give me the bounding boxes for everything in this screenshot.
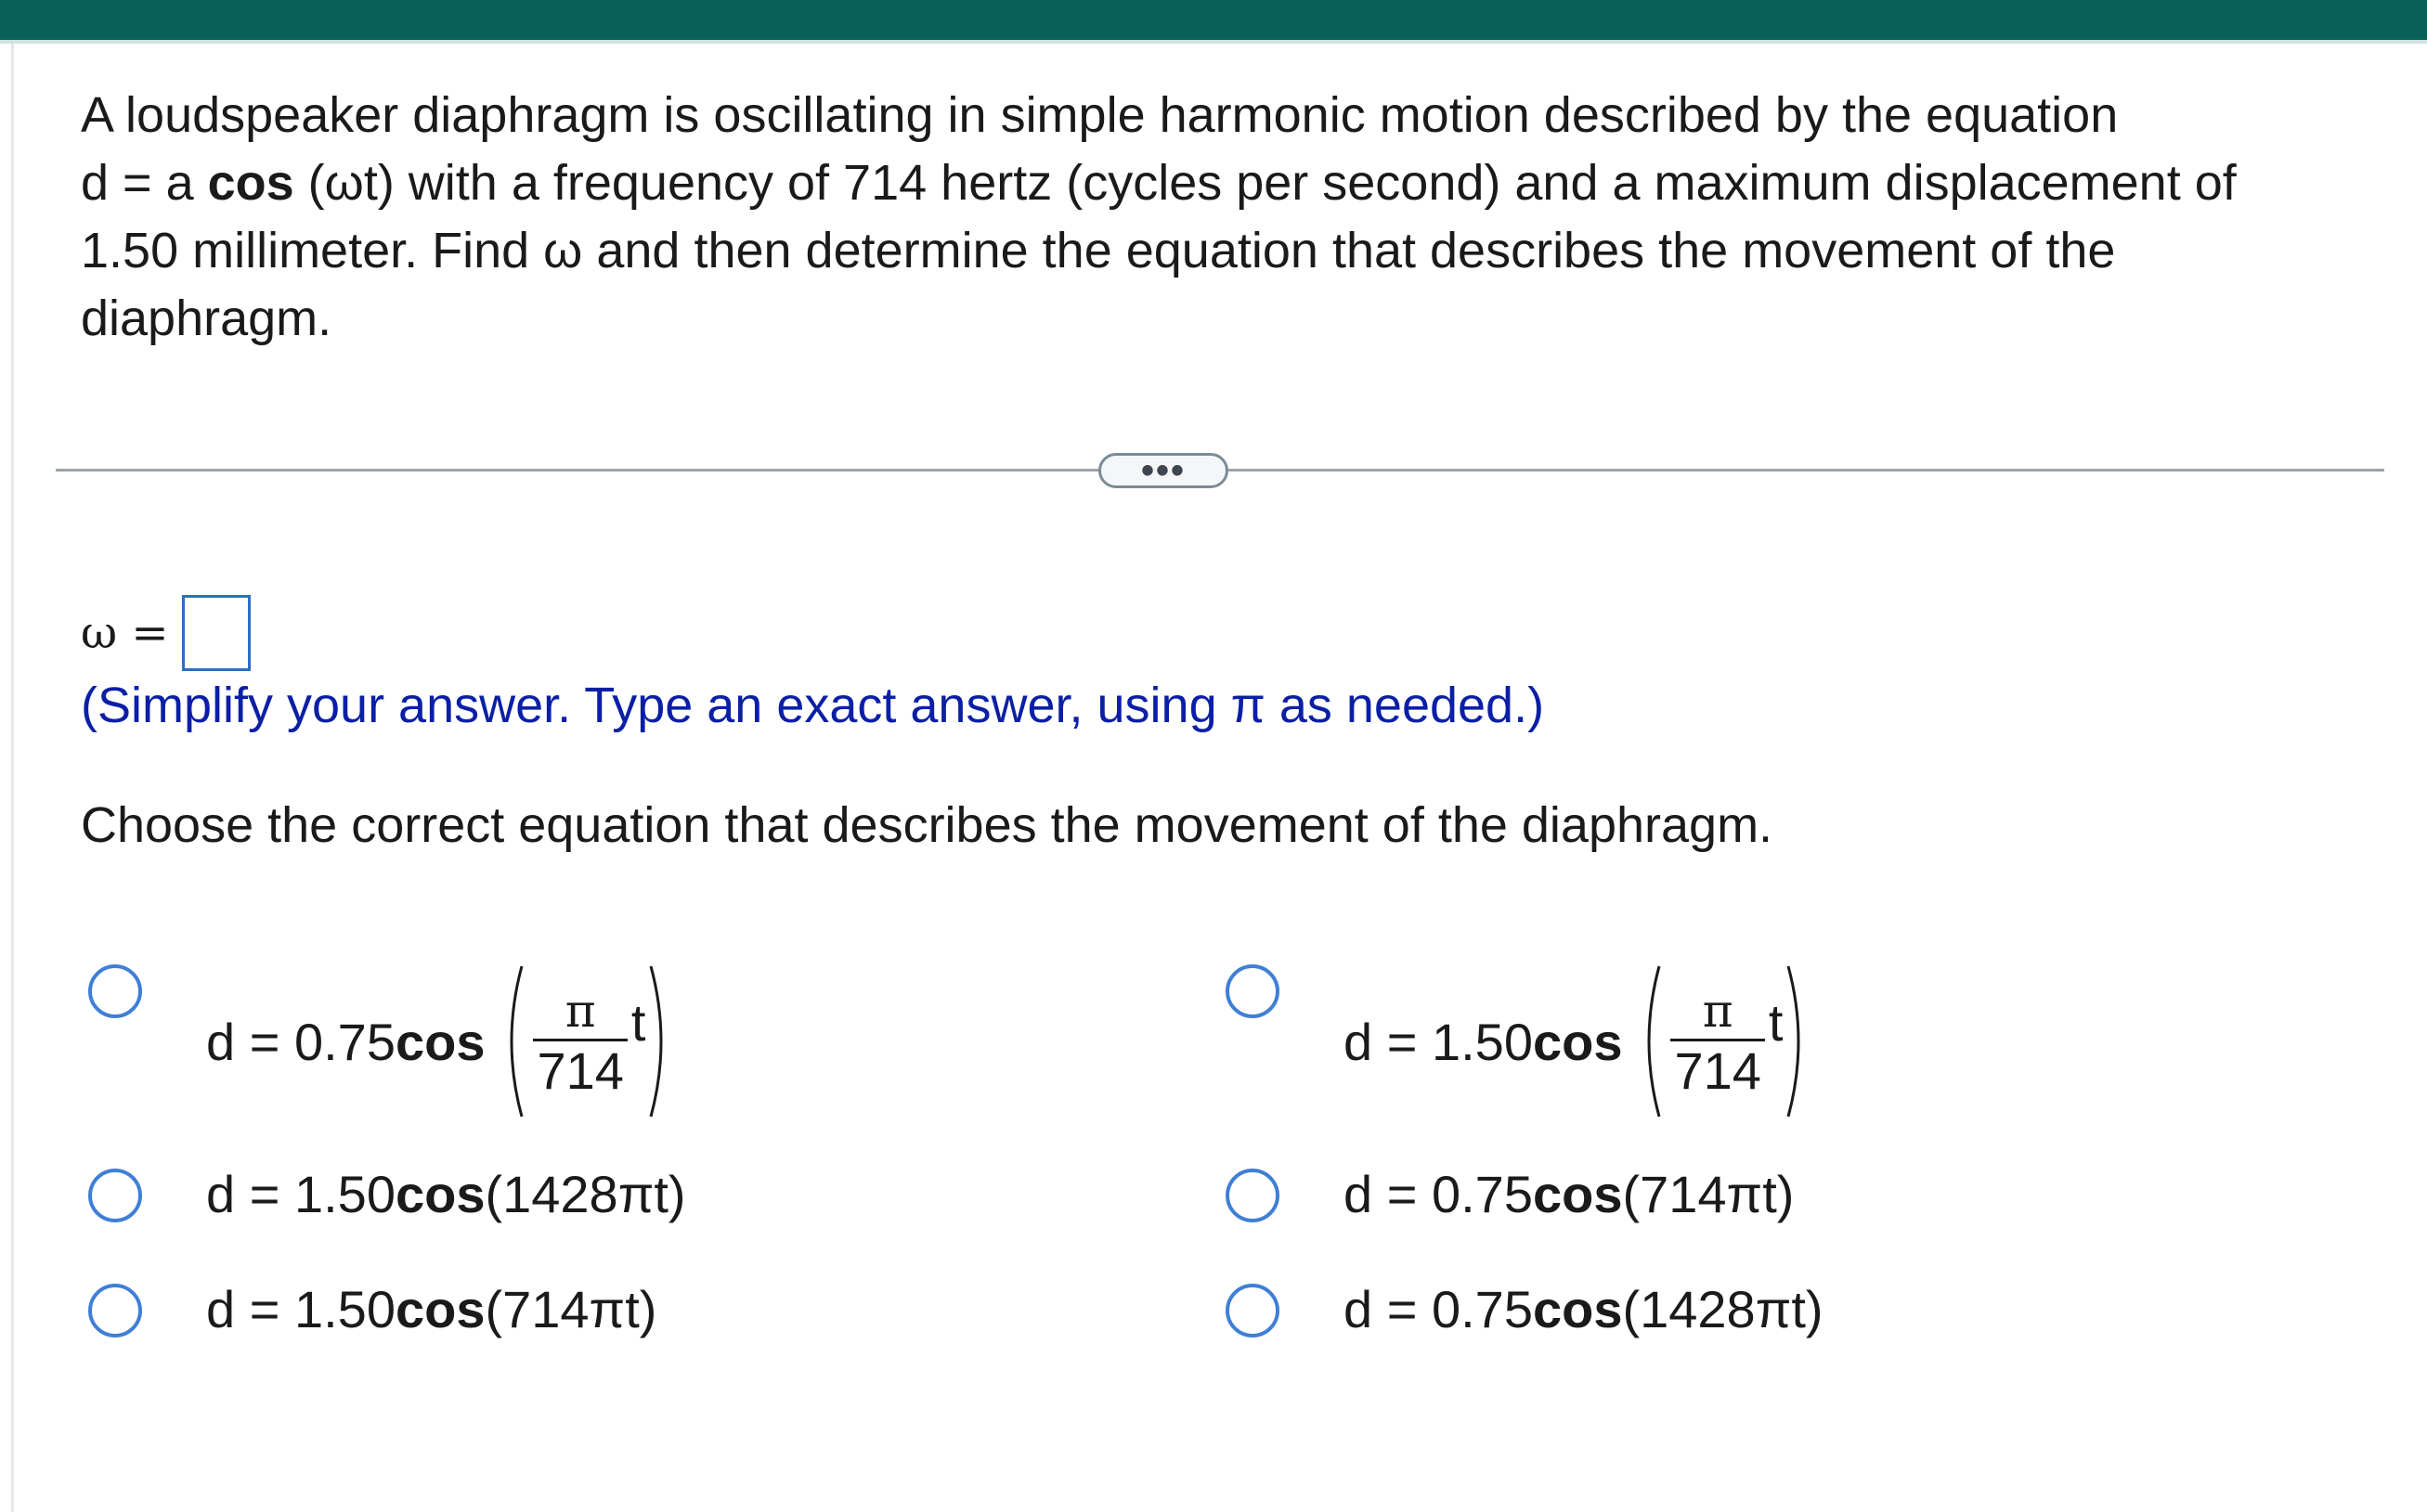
option-f-label[interactable] <box>1343 1279 1823 1339</box>
left-paren-icon <box>498 963 527 1120</box>
option-c-label[interactable] <box>206 1164 686 1224</box>
answer-hint: (Simplify your answer. Type an exact answer, using π as needed.) <box>81 678 1545 733</box>
expand-more-button[interactable]: ••• <box>1098 453 1228 488</box>
question-line-2 <box>81 149 2383 217</box>
omega-answer-row <box>81 594 251 672</box>
option-a-fraction <box>527 963 645 1120</box>
option-c-prefix: d = 1.50 <box>206 1165 396 1223</box>
header-underline <box>0 40 2427 44</box>
radio-option-f[interactable] <box>1226 1284 1279 1338</box>
choose-prompt: Choose the correct equation that describes the movement of the diaphragm. <box>81 797 1773 853</box>
omega-label: ω = <box>81 607 169 659</box>
option-f-cos: cos <box>1532 1280 1623 1338</box>
question-line-4: diaphragm. <box>81 291 332 346</box>
option-e-prefix: d = 1.50 <box>206 1280 396 1338</box>
left-paren-icon <box>1635 963 1665 1120</box>
right-paren-icon <box>1783 963 1812 1120</box>
option-a-prefix: d = 0.75 <box>206 1012 396 1071</box>
left-border <box>11 44 14 1512</box>
radio-option-a[interactable] <box>88 964 142 1018</box>
option-d-cos: cos <box>1532 1165 1623 1223</box>
option-b-variable: t <box>1768 993 1784 1052</box>
option-f-prefix: d = 0.75 <box>1343 1280 1533 1338</box>
option-b-fraction <box>1665 963 1783 1120</box>
option-a-denominator: 714 <box>537 1040 624 1100</box>
option-b-denominator: 714 <box>1674 1040 1761 1100</box>
radio-option-c[interactable] <box>88 1169 142 1222</box>
radio-option-d[interactable] <box>1226 1169 1279 1222</box>
option-e-label[interactable] <box>206 1279 656 1339</box>
option-e-argument: (714πt) <box>485 1280 657 1338</box>
question-line-2-rest: (ωt) with a frequency of 714 hertz (cycles per second) and a maximum displacement of <box>293 155 2237 211</box>
option-e-cos: cos <box>395 1280 486 1338</box>
option-f-argument: (1428πt) <box>1622 1280 1823 1338</box>
option-c-argument: (1428πt) <box>485 1165 686 1223</box>
option-a-variable: t <box>630 993 646 1052</box>
divider-right <box>1228 469 2384 472</box>
right-paren-icon <box>645 963 675 1120</box>
omega-answer-input[interactable] <box>182 595 251 671</box>
option-d-argument: (714πt) <box>1622 1165 1795 1223</box>
option-a-numerator: π <box>565 983 596 1038</box>
option-b-label[interactable] <box>1343 963 1812 1120</box>
option-d-prefix: d = 0.75 <box>1343 1165 1533 1223</box>
option-a-label[interactable] <box>206 963 675 1120</box>
equation-prefix: d = a <box>81 155 208 211</box>
option-c-cos: cos <box>395 1165 486 1223</box>
option-b-cos: cos <box>1532 1012 1623 1071</box>
option-a-cos: cos <box>395 1012 486 1071</box>
question-line-1: A loudspeaker diaphragm is oscillating in simple harmonic motion described by the equation <box>81 87 2119 143</box>
option-d-label[interactable] <box>1343 1164 1794 1224</box>
divider-left <box>56 469 1100 472</box>
header-bar <box>0 0 2427 40</box>
equation-cos: cos <box>207 155 294 211</box>
radio-option-e[interactable] <box>88 1284 142 1338</box>
radio-option-b[interactable] <box>1226 964 1279 1018</box>
question-line-3: 1.50 millimeter. Find ω and then determine the equation that describes the movement of the <box>81 223 2116 278</box>
option-b-prefix: d = 1.50 <box>1343 1012 1533 1071</box>
question-text <box>81 82 2383 353</box>
option-b-numerator: π <box>1702 983 1733 1038</box>
